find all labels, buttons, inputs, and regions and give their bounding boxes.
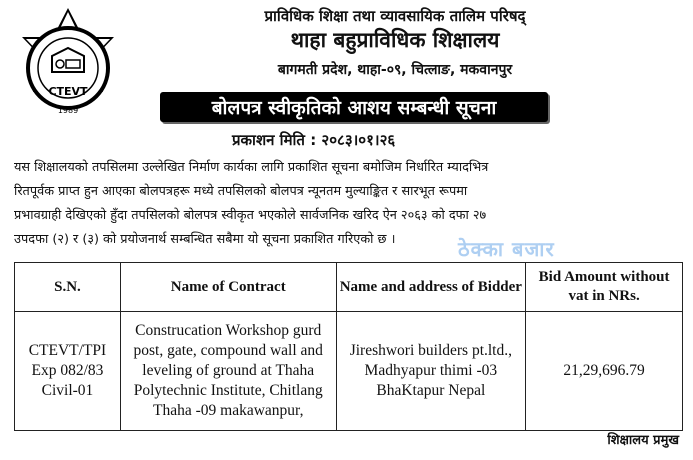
watermark: ठेक्का बजार: [458, 237, 555, 261]
institute-name: थाहा बहुप्राविधिक शिक्षालय: [290, 28, 500, 52]
table-row: [15, 312, 683, 431]
ctevt-logo: [8, 4, 128, 124]
svg-text:CTEVT: CTEVT: [48, 85, 88, 98]
contract-table: [14, 262, 683, 431]
cell-bidder: Jireshwori builders pt.ltd., Madhyapur thimi -03 BhaKtapur Nepal: [336, 312, 526, 431]
header-sn: S.N.: [15, 263, 121, 312]
notice-title: बोलपत्र स्वीकृतिको आशय सम्बन्धी सूचना: [160, 92, 548, 122]
body-line: प्रभावग्राही देखिएको हुँदा तपसिलको बोलपत्र स्वीकृत भएकोले सार्वजनिक खरिद ऐन २०६३ को दफा २७: [14, 208, 487, 223]
header-amount: Bid Amount without vat in NRs.: [526, 263, 683, 312]
svg-text:1989: 1989: [57, 106, 79, 115]
cell-contract: Construcation Workshop gurd post, gate, compound wall and leveling of ground at Thaha Polytechnic Institute, Chitlang Thaha -09 makawanpur,: [120, 312, 336, 431]
header-contract: Name of Contract: [120, 263, 336, 312]
body-line: यस शिक्षालयको तपसिलमा उल्लेखित निर्माण कार्यका लागि प्रकाशित सूचना बमोजिम निर्धारित म्यादभित्र: [14, 160, 489, 175]
body-line: उपदफा (२) र (३) को प्रयोजनार्थ सम्बन्धित सबैमा यो सूचना प्रकाशित गरिएको छ ।: [14, 232, 396, 247]
institute-address: बागमती प्रदेश, थाहा-०९, चित्लाङ, मकवानपुर: [277, 62, 513, 78]
header-bidder: Name and address of Bidder: [336, 263, 526, 312]
publish-date: प्रकाशन मिति : २०८३।०१।२६: [232, 131, 396, 149]
cell-amount: 21,29,696.79: [526, 312, 683, 431]
cell-sn: CTEVT/TPI Exp 082/83 Civil-01: [15, 312, 121, 431]
signature: शिक्षालय प्रमुख: [607, 433, 679, 448]
body-line: रितपूर्वक प्राप्त हुन आएका बोलपत्रहरू मध्ये तपसिलको बोलपत्र न्यूनतम मुल्याङ्कित र सारभूत रूपमा: [14, 184, 468, 199]
table-header-row: [15, 263, 683, 312]
notice-body: [14, 156, 684, 252]
council-name: प्राविधिक शिक्षा तथा व्यावसायिक तालिम परिषद्: [264, 7, 526, 25]
